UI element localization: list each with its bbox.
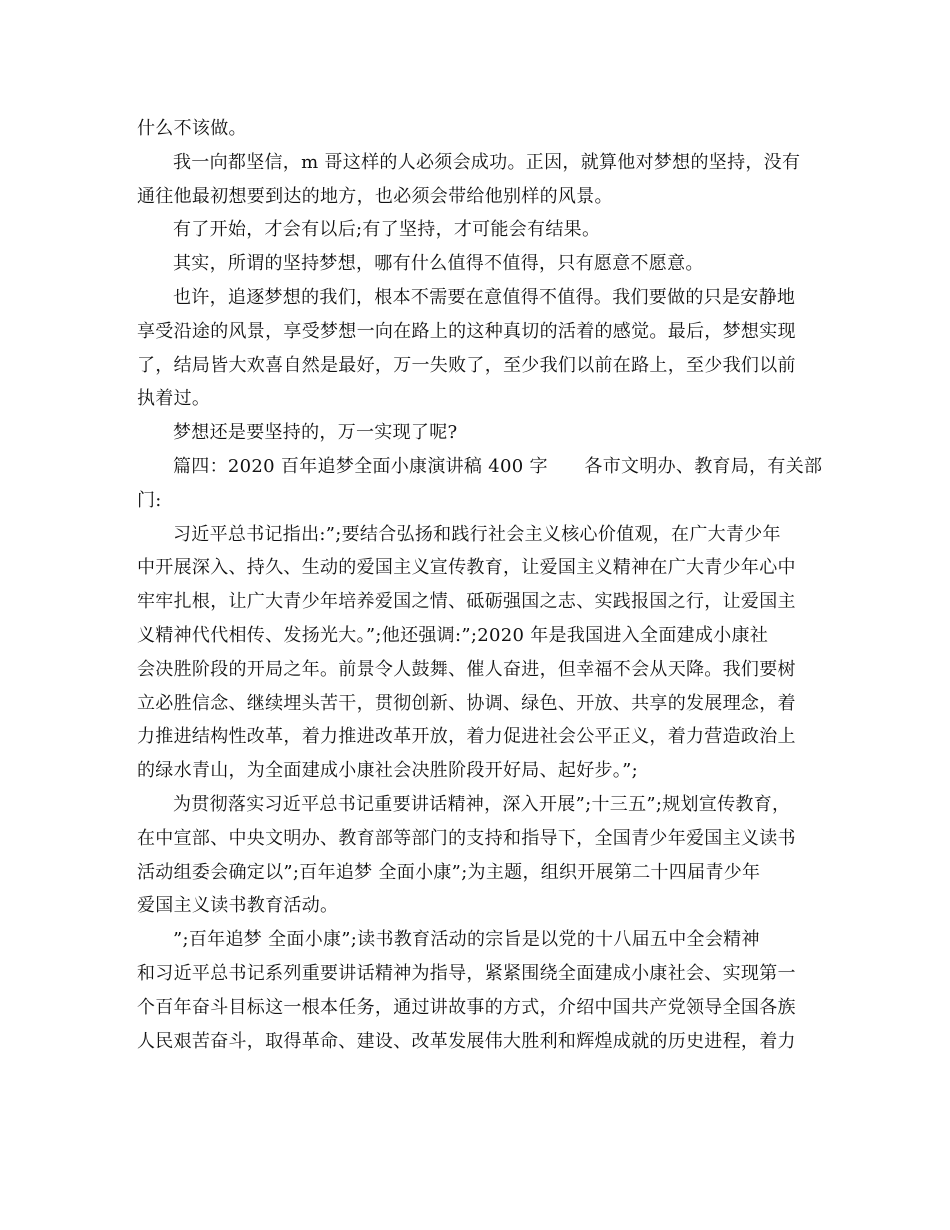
text-line: 爱国主义读书教育活动。: [137, 895, 339, 917]
text-line: 会决胜阶段的开局之年。前景令人鼓舞、催人奋进，但幸福不会从天降。我们要树: [137, 658, 796, 680]
text-line: 有了开始，才会有以后;有了坚持，才可能会有结果。: [173, 219, 601, 241]
text-line: 义精神代代相传、发扬光大。”;他还强调:”;2020 年是我国进入全面建成小康社: [137, 624, 769, 646]
text-line: 人民艰苦奋斗，取得革命、建设、改革发展伟大胜利和辉煌成就的历史进程，着力: [137, 1030, 796, 1052]
text-line: 执着过。: [137, 388, 211, 410]
text-line: 什么不该做。: [137, 118, 247, 139]
text-line: 梦想还是要坚持的，万一实现了呢?: [173, 422, 458, 444]
text-line: 力推进结构性改革，着力推进改革开放，着力促进社会公平正义，着力营造政治上: [137, 726, 796, 748]
text-line: 立必胜信念、继续埋头苦干，贯彻创新、协调、绿色、开放、共享的发展理念，着: [137, 692, 796, 714]
text-line: 牢牢扎根，让广大青少年培养爱国之情、砥砺强国之志、实践报国之行，让爱国主: [137, 591, 796, 613]
text-line: 在中宣部、中央文明办、教育部等部门的支持和指导下，全国青少年爱国主义读书: [137, 827, 796, 849]
text-line: 门:: [137, 489, 162, 511]
text-line: 篇四：2020 百年追梦全面小康演讲稿 400 字 各市文明办、教育局，有关部: [173, 455, 823, 477]
text-line: 了，结局皆大欢喜自然是最好，万一失败了，至少我们以前在路上，至少我们以前: [137, 354, 796, 376]
text-line: 其实，所谓的坚持梦想，哪有什么值得不值得，只有愿意不愿意。: [173, 253, 704, 275]
body-text: [137, 112, 823, 1058]
text-line: 中开展深入、持久、生动的爱国主义宣传教育，让爱国主义精神在广大青少年心中: [137, 557, 796, 579]
text-line: 为贯彻落实习近平总书记重要讲话精神，深入开展”;十三五”;规划宣传教育，: [173, 793, 791, 815]
text-line: 通往他最初想要到达的地方，也必须会带给他别样的风景。: [137, 185, 613, 207]
text-line: 活动组委会确定以”;百年追梦 全面小康”;为主题，组织开展第二十四届青少年: [137, 861, 761, 883]
text-line: 的绿水青山，为全面建成小康社会决胜阶段开好局、起好步。”;: [137, 760, 638, 782]
text-line: 个百年奋斗目标这一根本任务，通过讲故事的方式，介绍中国共产党领导全国各族: [137, 996, 796, 1018]
text-line: 和习近平总书记系列重要讲话精神为指导，紧紧围绕全面建成小康社会、实现第一: [137, 962, 796, 984]
text-line: ”;百年追梦 全面小康”;读书教育活动的宗旨是以党的十八届五中全会精神: [173, 929, 760, 951]
text-line: 习近平总书记指出:”;要结合弘扬和践行社会主义核心价值观，在广大青少年: [173, 523, 781, 545]
text-line: 享受沿途的风景，享受梦想一向在路上的这种真切的活着的感觉。最后，梦想实现: [137, 320, 796, 342]
text-line: 我一向都坚信，m 哥这样的人必须会成功。正因，就算他对梦想的坚持，没有: [173, 151, 801, 173]
text-line: 也许，追逐梦想的我们，根本不需要在意值得不值得。我们要做的只是安静地: [173, 286, 796, 308]
